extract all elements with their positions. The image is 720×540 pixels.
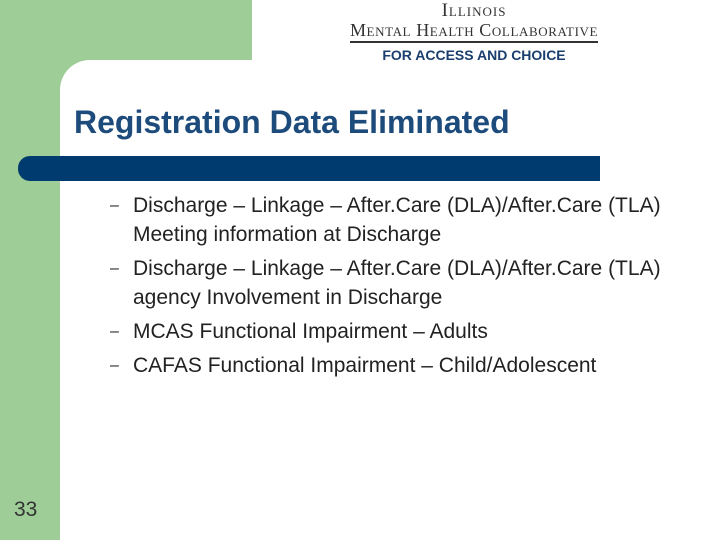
- title-rule: [18, 156, 600, 181]
- bullet-item: [110, 191, 690, 249]
- dash-marker: –: [110, 323, 119, 340]
- dash-marker: –: [110, 260, 119, 277]
- logo-line-tagline: FOR ACCESS AND CHOICE: [382, 47, 566, 63]
- dash-marker: –: [110, 357, 119, 374]
- bullet-item: [110, 254, 690, 312]
- bullet-list: [110, 191, 690, 385]
- bullet-text: Discharge – Linkage – After.Care (DLA)/After.Care (TLA) agency Involvement in Discharge: [133, 257, 661, 309]
- bullet-text: CAFAS Functional Impairment – Child/Adolescent: [133, 354, 597, 377]
- slide-title: Registration Data Eliminated: [74, 104, 510, 140]
- left-green-band: [0, 0, 60, 540]
- logo: [296, 0, 652, 66]
- bullet-text: MCAS Functional Impairment – Adults: [133, 320, 488, 343]
- bullet-item: [110, 351, 690, 380]
- bullet-text: Discharge – Linkage – After.Care (DLA)/After.Care (TLA) Meeting information at Discharge: [133, 194, 661, 246]
- dash-marker: –: [110, 197, 119, 214]
- logo-line-illinois: Illinois: [441, 0, 507, 21]
- slide-number: 33: [14, 498, 38, 521]
- bullet-item: [110, 317, 690, 346]
- logo-line-collaborative: Mental Health Collaborative: [350, 21, 598, 43]
- top-green-block: [60, 0, 252, 60]
